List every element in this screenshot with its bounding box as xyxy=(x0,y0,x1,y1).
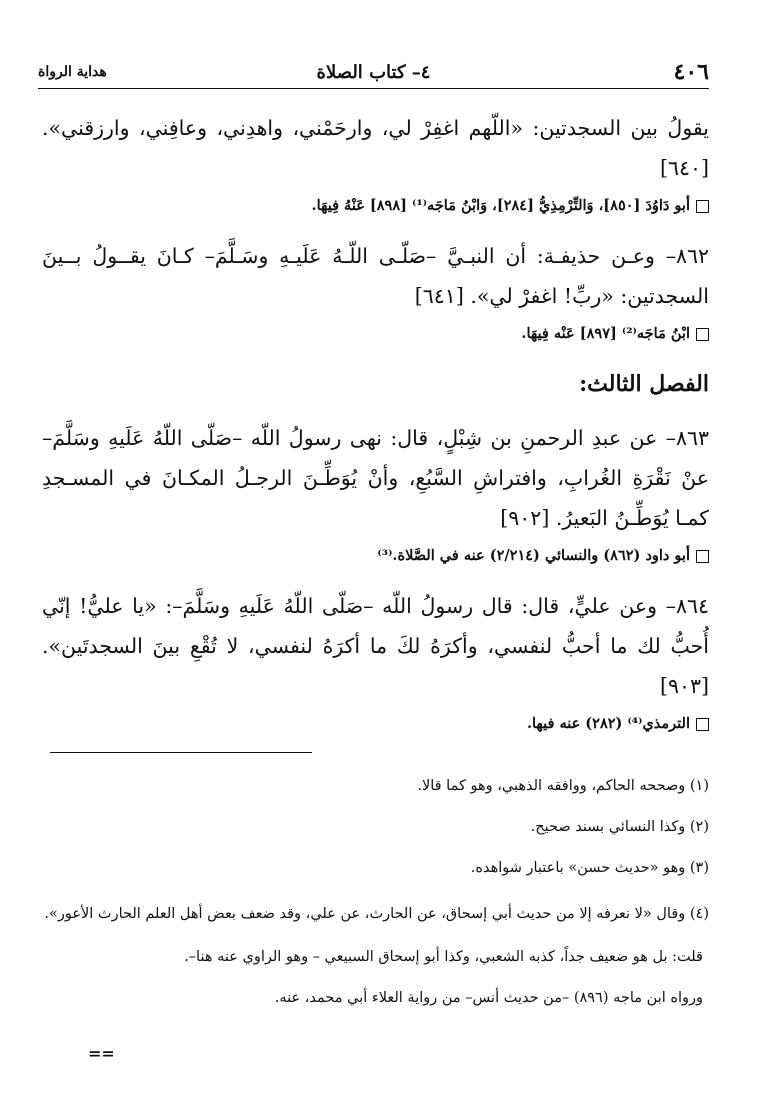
hadith-source: أبو دَاوُدَ [٨٥٠]، وَالتِّرْمِذِيُّ [٢٨٤]، وَابْنُ مَاجَه⁽¹⁾ [٨٩٨] عَنْهُ فِيهَا. xyxy=(42,192,709,220)
page-number: ٤٠٦ xyxy=(673,59,709,85)
hadith-source: أبو داود (٨٦٢) والنسائي (٢/٢١٤) عنه في الصَّلاة.⁽³⁾ xyxy=(42,542,709,570)
page-header xyxy=(38,56,709,89)
footnote-separator xyxy=(50,752,312,753)
footnote: (٣) وهو «حديث حسن» باعتبار شواهده. xyxy=(470,860,709,876)
hadith-text: يقولُ بين السجدتين: «اللّهم اغفِرْ لي، وارحَمْني، واهدِني، وعافِني، وارزقني». [٦٤٠] xyxy=(42,116,709,180)
hadith-text: ٨٦٣– عن عبدِ الرحمنِ بن شِبْلٍ، قال: نهى رسولُ اللّه –صَلّى اللّهُ عَلَيهِ وسَلَّمَ– عنْ نَقْرَةِ الغُرابِ، وافتراشِ السَّبُعِ، وأنْ يُوَطِّـنَ الرجـلُ المكـانَ في المسـجدِ كمـا يُوَطِّـنُ البَعيرُ. [٩٠٢] xyxy=(42,426,709,530)
footnote: (١) وصححه الحاكم، ووافقه الذهبي، وهو كما قالا. xyxy=(417,778,709,794)
hadith-source: ابْنُ مَاجَه⁽²⁾ [٨٩٧] عَنْه فِيهَا. xyxy=(42,320,709,348)
footnote: ورواه ابن ماجه (٨٩٦) –من حديث أنس– من رواية العلاء أبي محمد، عنه. xyxy=(274,990,703,1006)
hadith-text: ٨٦٢– وعـن حذيفـة: أن النبـيَّ –صَلّـى اللّـهُ عَلَيـهِ وسَـلَّمَ– كـانَ يقــولُ بــينَ السجدتين: «ربِّ! اغفرْ لي». [٦٤١] xyxy=(42,244,709,308)
source-marker-icon xyxy=(696,328,709,341)
footnote: قلت: بل هو ضعيف جداً، كذبه الشعبي، وكذا أبو إسحاق السبيعي – وهو الراوي عنه هنا–. xyxy=(184,949,703,965)
chapter-title: ٤– كتاب الصلاة xyxy=(316,61,431,83)
section-title: الفصل الثالث: xyxy=(579,371,709,397)
footnote: (٢) وكذا النسائي بسند صحيح. xyxy=(530,819,709,835)
source-marker-icon xyxy=(696,718,709,731)
footnote: (٤) وقال «لا نعرفه إلا من حديث أبي إسحاق، عن الحارث، عن علي، وقد ضعف بعض أهل العلم الحارث الأعور». xyxy=(44,906,709,922)
main-text xyxy=(42,108,709,754)
hadith-text: ٨٦٤– وعن عليٍّ، قال: قال رسولُ اللّه –صَلّى اللّهُ عَلَيهِ وسَلَّمَ–: «يا عليُّ! إنّي أُحبُّ لك ما أحبُّ لنفسي، وأكرَهُ لكَ ما أكرَهُ لنفسي، لا تُقْعِ بينَ السجدتَين». [٩٠٣] xyxy=(42,594,709,698)
source-marker-icon xyxy=(696,550,709,563)
source-marker-icon xyxy=(696,200,709,213)
footnotes xyxy=(42,776,709,1029)
hadith-source: الترمذي⁽⁴⁾ (٢٨٢) عنه فيها. xyxy=(42,710,709,738)
end-mark: == xyxy=(88,1044,115,1063)
book-title: هداية الرواة xyxy=(38,64,107,80)
